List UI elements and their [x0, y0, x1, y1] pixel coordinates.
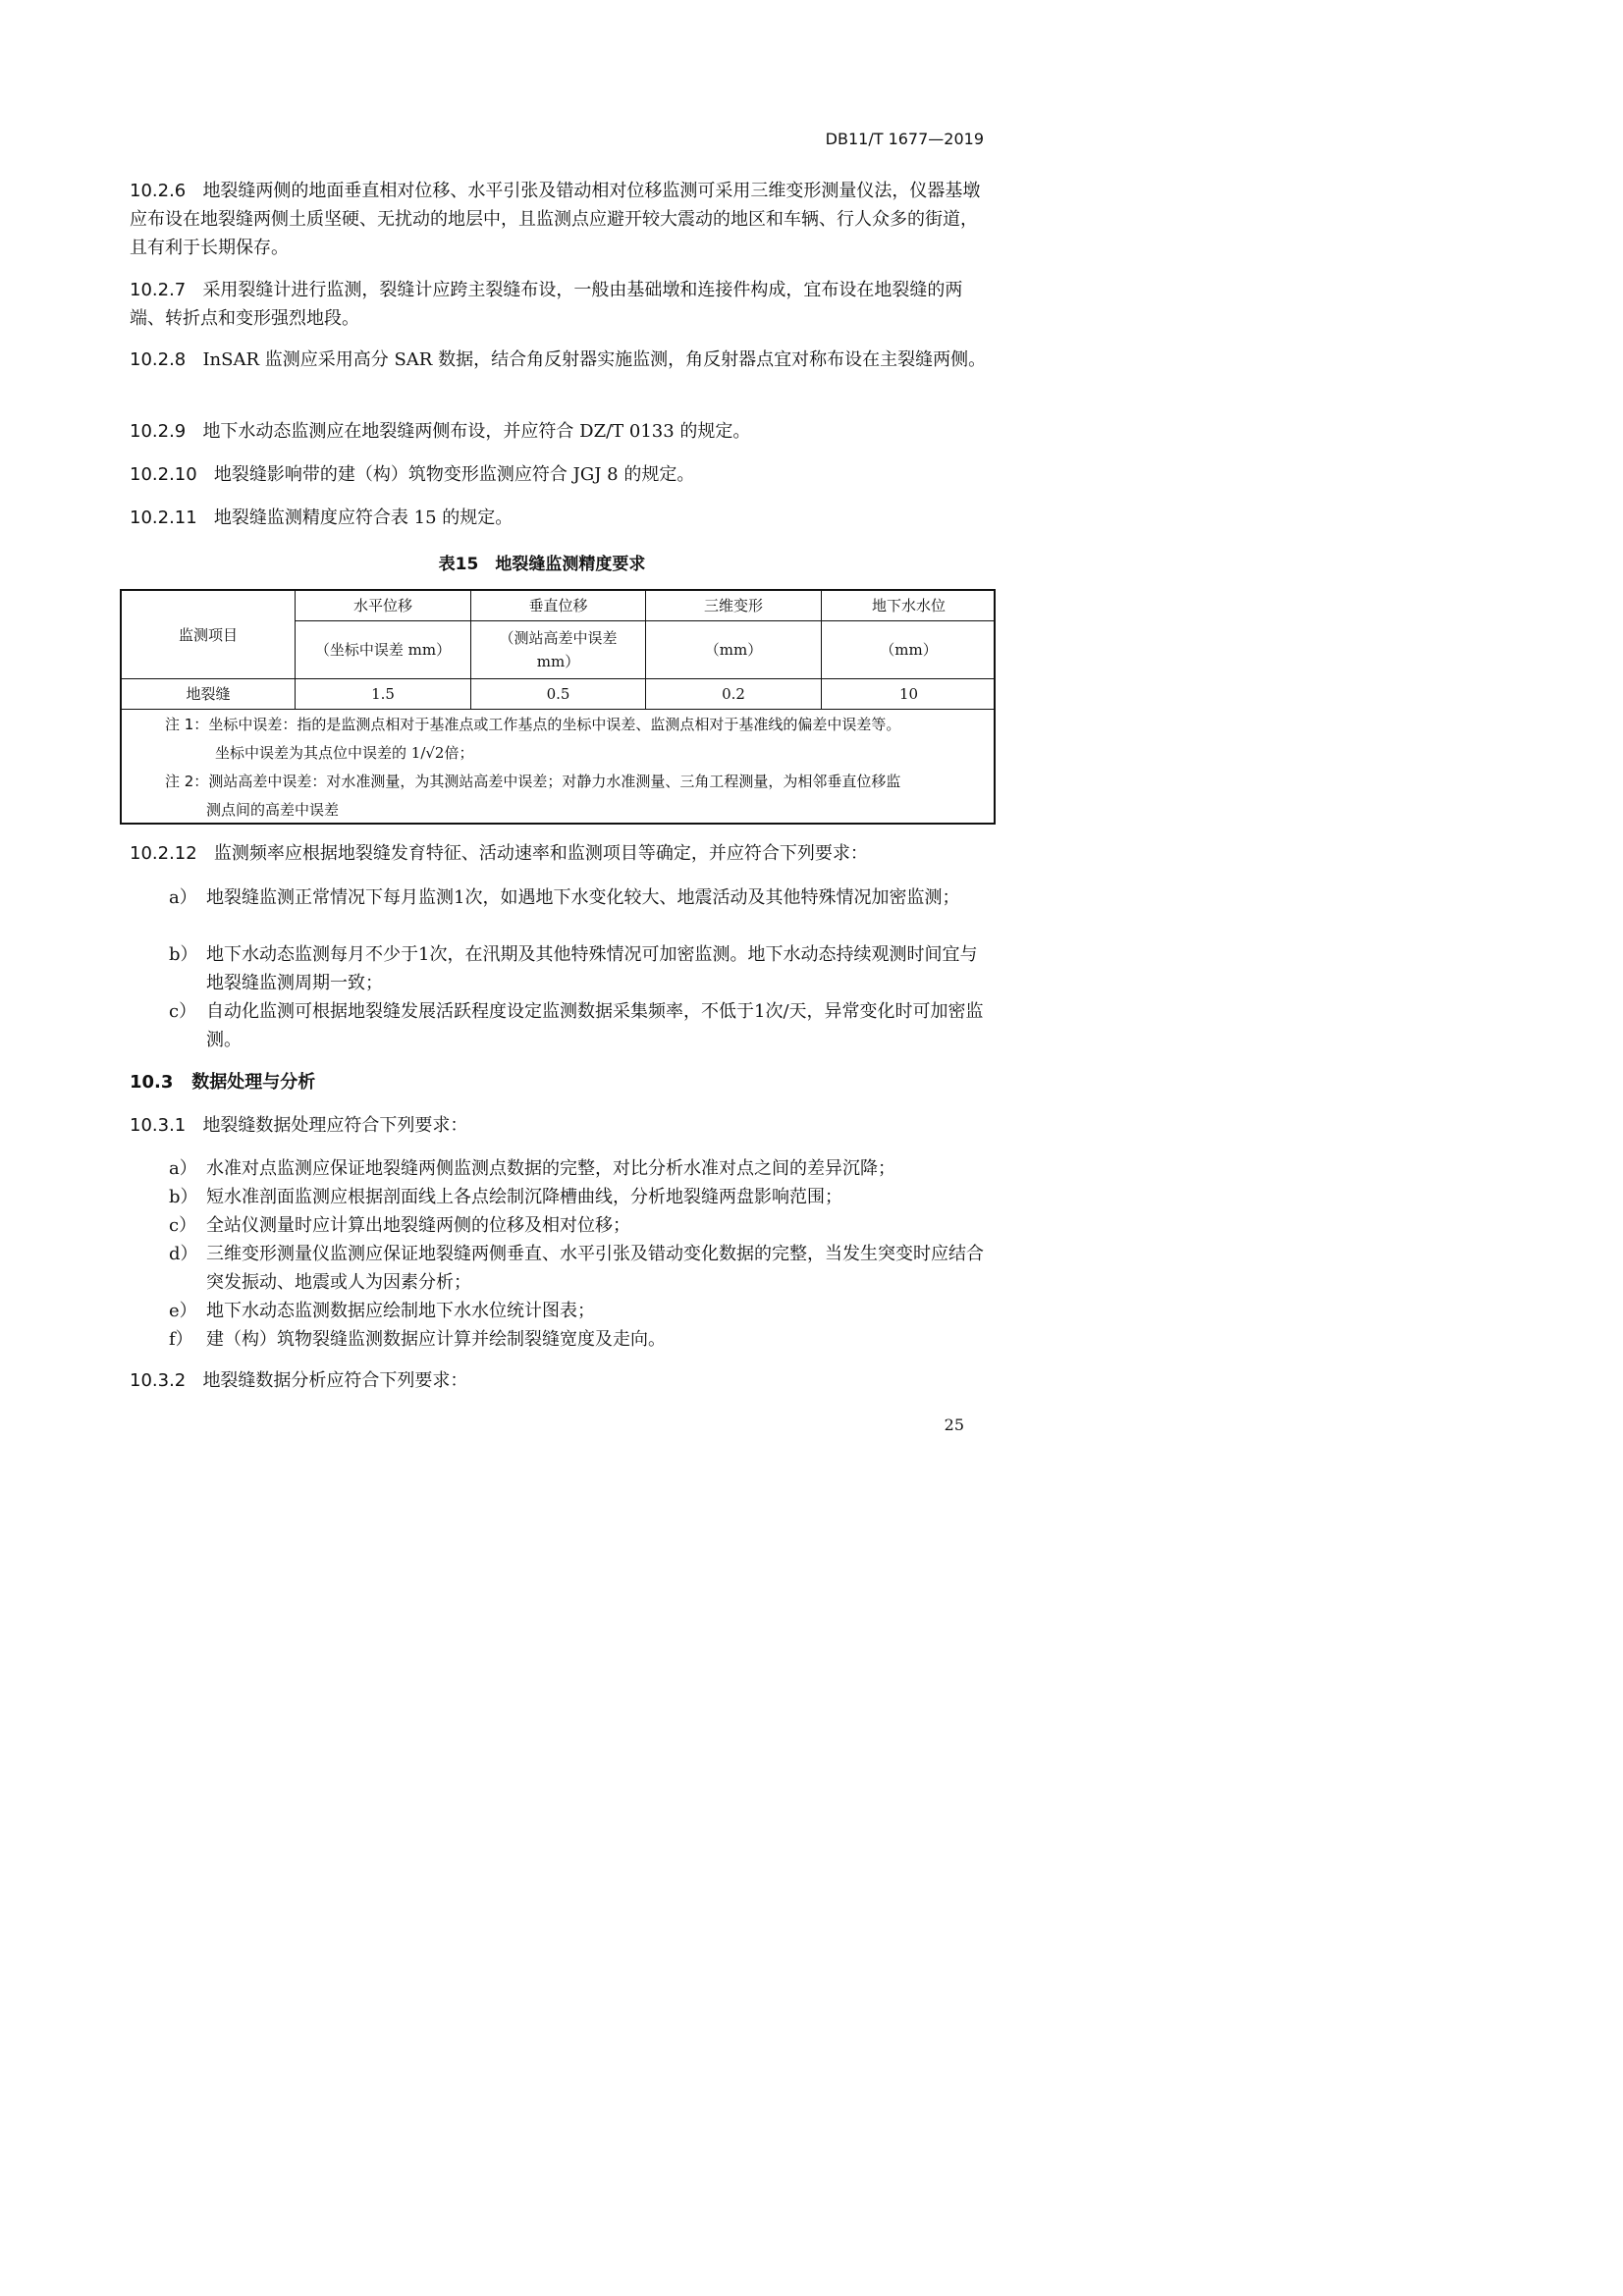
clause-text: 采用裂缝计进行监测，裂缝计应跨主裂缝布设，一般由基础墩和连接件构成，宜布设在地裂缝的两端、转折点和变形强烈地段。	[130, 280, 963, 329]
column-unit: （坐标中误差 mm）	[314, 641, 452, 659]
clause-text: 地裂缝数据处理应符合下列要求：	[202, 1115, 468, 1136]
table-note-2	[165, 768, 990, 825]
list-marker: a）	[169, 887, 197, 908]
table-note-1	[165, 711, 990, 768]
clause-text: 地裂缝两侧的地面垂直相对位移、水平引张及错动相对位移监测可采用三维变形测量仪法，仪器基墩应布设在地裂缝两侧土质坚硬、无扰动的地层中，且监测点应避开较大震动的地区和车辆、行人众多的街道，且有利于长期保存。	[130, 181, 981, 258]
note-text: 测站高差中误差：对水准测量，为其测站高差中误差；对静力水准测量、三角工程测量，为相邻垂直位移监	[208, 773, 901, 790]
list-text: 地下水动态监测每月不少于1次，在汛期及其他特殊情况可加密监测。地下水动态持续观测时间宜与地裂缝监测周期一致；	[206, 944, 978, 993]
list-text: 地裂缝监测正常情况下每月监测1次，如遇地下水变化较大、地震活动及其他特殊情况加密监测；	[206, 887, 960, 908]
note-text: 坐标中误差：指的是监测点相对于基准点或工作基点的坐标中误差、监测点相对于基准线的偏差中误差等。	[208, 716, 901, 733]
list-text: 自动化监测可根据地裂缝发展活跃程度设定监测数据采集频率，不低于1次/天，异常变化时可加密监测。	[206, 1001, 984, 1050]
column-unit: （测站高差中误差 mm）	[499, 629, 618, 670]
list-marker: c）	[169, 1001, 197, 1022]
clause-10-2-12	[130, 839, 988, 868]
list-text: 建（构）筑物裂缝监测数据应计算并绘制裂缝宽度及走向。	[206, 1329, 666, 1350]
column-unit: （mm）	[704, 641, 763, 659]
table-title: 表15 地裂缝监测精度要求	[438, 555, 646, 574]
list-marker: b）	[169, 944, 198, 965]
clause-number: 10.2.6	[130, 181, 187, 201]
clause-number: 10.2.10	[130, 464, 197, 485]
clause-text: 地裂缝影响带的建（构）筑物变形监测应符合 JGJ 8 的规定。	[213, 464, 695, 485]
clause-number: 10.3.2	[130, 1370, 187, 1391]
clause-10-2-11	[130, 504, 988, 532]
note-text-continued: 坐标中误差为其点位中误差的 1/√2倍；	[215, 744, 474, 762]
list-marker: c）	[169, 1215, 197, 1236]
table-cell: 0.5	[546, 685, 570, 703]
section-title: 数据处理与分析	[191, 1072, 316, 1093]
list-text: 短水准剖面监测应根据剖面线上各点绘制沉降槽曲线，分析地裂缝两盘影响范围；	[206, 1187, 842, 1207]
section-number: 10.3	[130, 1072, 174, 1093]
clause-text: 监测频率应根据地裂缝发育特征、活动速率和监测项目等确定，并应符合下列要求：	[213, 843, 868, 864]
list-text: 水准对点监测应保证地裂缝两侧监测点数据的完整，对比分析水准对点之间的差异沉降；	[206, 1158, 895, 1179]
clause-text: 地裂缝数据分析应符合下列要求：	[202, 1370, 468, 1391]
clause-number: 10.3.1	[130, 1115, 187, 1136]
table-divider	[122, 709, 996, 710]
clause-text: 地下水动态监测应在地裂缝两侧布设，并应符合 DZ/T 0133 的规定。	[202, 421, 751, 442]
page-number: 25	[944, 1415, 964, 1434]
list-marker: f）	[169, 1329, 193, 1350]
clause-10-2-7	[130, 276, 988, 333]
note-label: 注 1：	[165, 716, 209, 733]
clause-number: 10.2.7	[130, 280, 187, 300]
clause-number: 10.2.11	[130, 507, 197, 528]
clause-10-3-1	[130, 1111, 988, 1140]
note-text-continued: 测点间的高差中误差	[206, 801, 340, 819]
column-unit: （mm）	[880, 641, 938, 659]
list-marker: d）	[169, 1244, 198, 1264]
column-header: 垂直位移	[528, 597, 588, 614]
column-header: 地下水水位	[871, 597, 946, 614]
column-header: 三维变形	[703, 597, 763, 614]
clause-number: 10.2.9	[130, 421, 187, 442]
clause-number: 10.2.8	[130, 349, 187, 370]
clause-10-2-6	[130, 177, 988, 262]
clause-10-2-8	[130, 346, 988, 374]
clause-10-3-2	[130, 1366, 988, 1395]
standard-code: DB11/T 1677—2019	[825, 130, 984, 148]
note-label: 注 2：	[165, 773, 209, 790]
table-cell: 0.2	[722, 685, 745, 703]
accuracy-table	[120, 589, 996, 825]
clause-10-2-9	[130, 417, 988, 446]
list-marker: b）	[169, 1187, 198, 1207]
list-text: 三维变形测量仪监测应保证地裂缝两侧垂直、水平引张及错动变化数据的完整，当发生突变时应结合突发振动、地震或人为因素分析；	[206, 1244, 984, 1293]
clause-10-2-10	[130, 460, 988, 489]
list-marker: e）	[169, 1301, 197, 1321]
table-cell: 10	[898, 685, 919, 703]
list-text: 全站仪测量时应计算出地裂缝两侧的位移及相对位移；	[206, 1215, 630, 1236]
row-header-cell: 监测项目	[178, 625, 238, 644]
table-cell: 1.5	[371, 685, 395, 703]
list-marker: a）	[169, 1158, 197, 1179]
list-text: 地下水动态监测数据应绘制地下水水位统计图表；	[206, 1301, 595, 1321]
clause-text: 地裂缝监测精度应符合表 15 的规定。	[213, 507, 514, 528]
clause-number: 10.2.12	[130, 843, 197, 864]
section-heading	[130, 1068, 988, 1096]
clause-text: InSAR 监测应采用高分 SAR 数据，结合角反射器实施监测，角反射器点宜对称布设在主裂缝两侧。	[202, 349, 987, 370]
table-row-label: 地裂缝	[186, 685, 231, 703]
column-header: 水平位移	[352, 597, 412, 614]
